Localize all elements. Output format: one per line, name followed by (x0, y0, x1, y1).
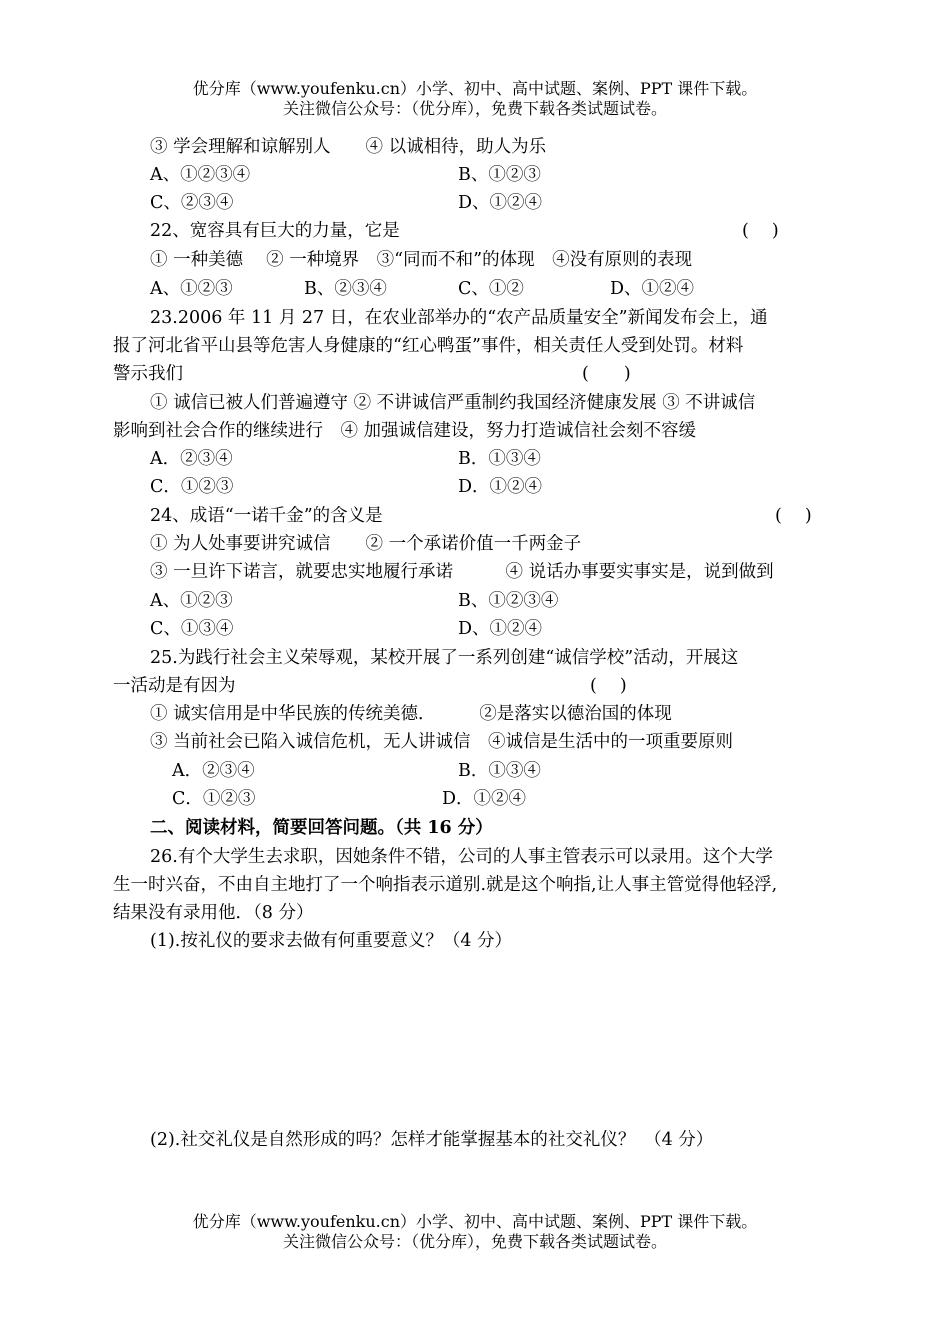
q23-choice-c: C．①②③ (150, 477, 234, 497)
q25-choice-d: D．①②④ (442, 789, 527, 809)
q25-answer-paren: ( ) (590, 676, 627, 696)
q22-choice-a: A、①②③ (150, 279, 233, 299)
q21-choice-b: B、①②③ (458, 165, 541, 185)
q23-options-line-2: 影响到社会合作的继续进行 ④ 加强诚信建设，努力打造诚信社会刻不容缓 (113, 421, 697, 441)
q21-choice-a: A、①②③④ (150, 165, 251, 185)
q23-answer-paren: ( ) (582, 364, 631, 384)
q23-choice-d: D．①②④ (458, 477, 543, 497)
q24-choice-c: C、①③④ (150, 619, 234, 639)
q23-choice-b: B．①③④ (458, 449, 541, 469)
q22-answer-paren: ( ) (742, 221, 779, 241)
q24-options-line-1: ① 为人处事要讲究诚信 ② 一个承诺价值一千两金子 (150, 534, 582, 554)
q22-options: ① 一种美德 ② 一种境界 ③“同而不和”的体现 ④没有原则的表现 (150, 250, 693, 270)
q24-answer-paren: ( ) (775, 506, 812, 526)
q25-options-line-2: ③ 当前社会已陷入诚信危机，无人讲诚信 ④诚信是生活中的一项重要原则 (150, 732, 734, 752)
footer-line-1: 优分库（www.youfenku.cn）小学、初中、高中试题、案例、PPT 课件下载。 (192, 1212, 758, 1231)
header-line-2: 关注微信公众号：（优分库），免费下载各类试题试卷。 (282, 99, 667, 118)
q25-choice-a: A．②③④ (172, 761, 255, 781)
q23-stem-line-3: 警示我们 (113, 364, 183, 384)
q22-choice-d: D、①②④ (610, 279, 695, 299)
q21-option-line: ③ 学会理解和谅解别人 ④ 以诚相待，助人为乐 (150, 137, 547, 157)
q22-stem: 22、宽容具有巨大的力量，它是 (150, 221, 400, 241)
q23-stem-line-2: 报了河北省平山县等危害人身健康的“红心鸭蛋”事件，相关责任人受到处罚。材料 (113, 336, 744, 356)
footer-line-2: 关注微信公众号：（优分库），免费下载各类试题试卷。 (282, 1232, 667, 1251)
q24-choice-d: D、①②④ (458, 619, 543, 639)
q25-choice-b: B．①③④ (458, 761, 541, 781)
q23-options-line-1: ① 诚信已被人们普遍遵守 ② 不讲诚信严重制约我国经济健康发展 ③ 不讲诚信 (150, 393, 756, 413)
q21-choice-c: C、②③④ (150, 193, 234, 213)
q26-sub-question-1: (1).按礼仪的要求去做有何重要意义？（4 分） (150, 931, 513, 951)
section-2-heading: 二、阅读材料，简要回答问题。（共 16 分） (150, 818, 493, 838)
header-line-1: 优分库（www.youfenku.cn）小学、初中、高中试题、案例、PPT 课件下载。 (192, 79, 758, 98)
q21-choice-d: D、①②④ (458, 193, 543, 213)
q26-text-line-3: 结果没有录用他．（8 分） (113, 903, 314, 923)
q26-text-line-2: 生一时兴奋，不由自主地打了一个响指表示道别.就是这个响指,让人事主管觉得他轻浮, (113, 875, 778, 895)
q25-stem-line-2: 一活动是有因为 (113, 676, 236, 696)
q25-choice-c: C．①②③ (172, 789, 256, 809)
q24-choice-b: B、①②③④ (458, 591, 559, 611)
q23-stem-line-1: 23.2006 年 11 月 27 日，在农业部举办的“农产品质量安全”新闻发布会上，通 (150, 308, 768, 328)
q24-choice-a: A、①②③ (150, 591, 233, 611)
q26-text-line-1: 26.有个大学生去求职，因她条件不错，公司的人事主管表示可以录用。这个大学 (150, 847, 773, 867)
q25-stem-line-1: 25.为践行社会主义荣辱观，某校开展了一系列创建“诚信学校”活动，开展这 (150, 648, 739, 668)
q24-options-line-2: ③ 一旦许下诺言，就要忠实地履行承诺 ④ 说话办事要实事实是，说到做到 (150, 562, 774, 582)
q22-choice-c: C、①② (458, 279, 524, 299)
q25-options-line-1: ① 诚实信用是中华民族的传统美德． ②是落实以德治国的体现 (150, 704, 672, 724)
q23-choice-a: A．②③④ (150, 449, 233, 469)
q22-choice-b: B、②③④ (304, 279, 387, 299)
q24-stem: 24、成语“一诺千金”的含义是 (150, 506, 383, 526)
q26-sub-question-2: (2).社交礼仪是自然形成的吗？怎样才能掌握基本的社交礼仪？ （4 分） (150, 1130, 714, 1150)
